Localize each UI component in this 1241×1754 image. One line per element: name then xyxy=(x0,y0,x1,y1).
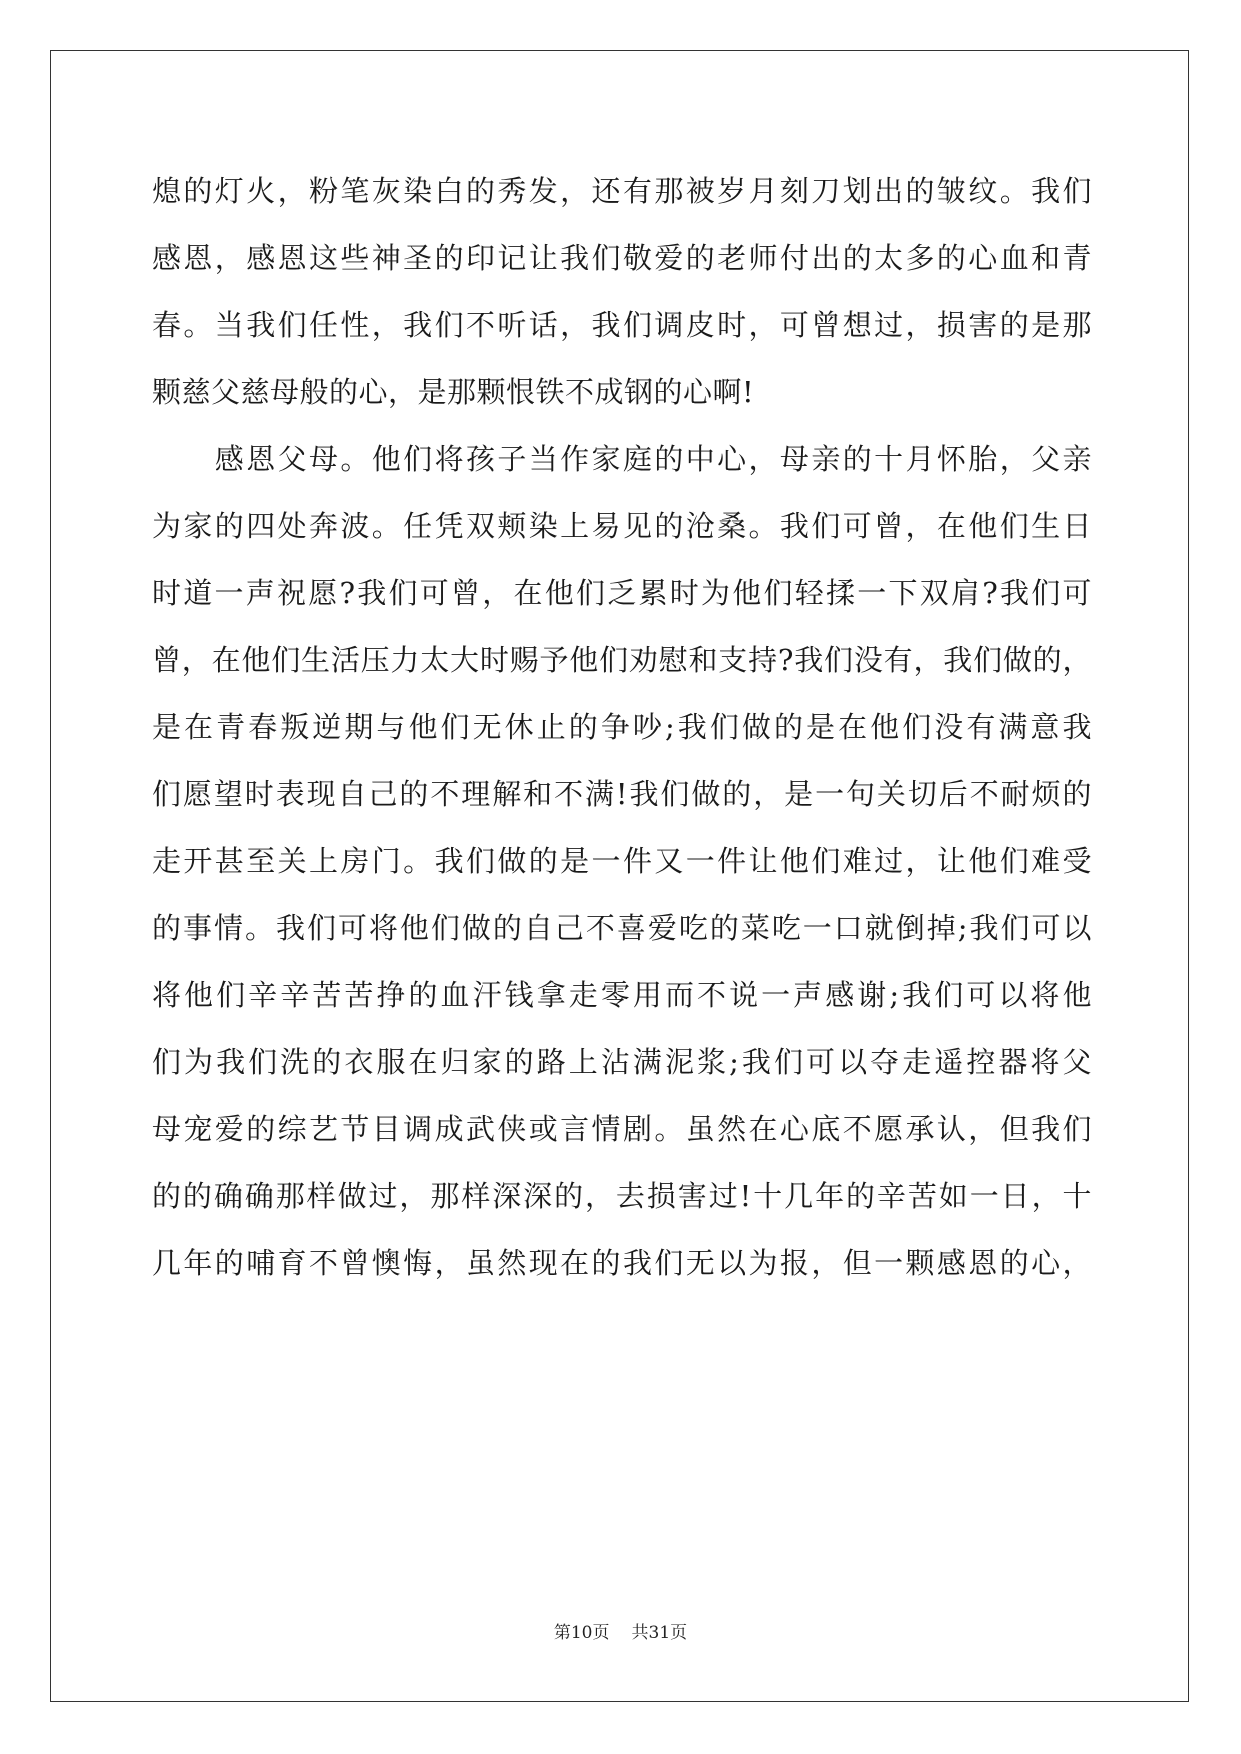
text-line: 母宠爱的综艺节目调成武侠或言情剧。虽然在心底不愿承认，但我们 xyxy=(152,1112,1092,1146)
page-footer xyxy=(0,1618,1241,1643)
text-line: 走开甚至关上房门。我们做的是一件又一件让他们难过，让他们难受 xyxy=(152,844,1092,878)
text-line: 们为我们洗的衣服在归家的路上沾满泥浆;我们可以夺走遥控器将父 xyxy=(152,1045,1092,1079)
text-line: 感恩，感恩这些神圣的印记让我们敬爱的老师付出的太多的心血和青 xyxy=(152,241,1092,275)
text-line: 曾，在他们生活压力太大时赐予他们劝慰和支持?我们没有，我们做的， xyxy=(152,643,1092,677)
text-line: 熄的灯火，粉笔灰染白的秀发，还有那被岁月刻刀划出的皱纹。我们 xyxy=(152,174,1092,208)
text-line: 颗慈父慈母般的心，是那颗恨铁不成钢的心啊! xyxy=(152,375,755,409)
text-line: 几年的哺育不曾懊悔，虽然现在的我们无以为报，但一颗感恩的心， xyxy=(152,1246,1092,1280)
text-line: 为家的四处奔波。任凭双颊染上易见的沧桑。我们可曾，在他们生日 xyxy=(152,509,1092,543)
text-line: 们愿望时表现自己的不理解和不满!我们做的，是一句关切后不耐烦的 xyxy=(152,777,1092,811)
text-line: 将他们辛辛苦苦挣的血汗钱拿走零用而不说一声感谢;我们可以将他 xyxy=(152,978,1092,1012)
text-line: 感恩父母。他们将孩子当作家庭的中心，母亲的十月怀胎，父亲 xyxy=(152,442,1092,476)
text-line: 是在青春叛逆期与他们无休止的争吵;我们做的是在他们没有满意我 xyxy=(152,710,1092,744)
text-line: 春。当我们任性，我们不听话，我们调皮时，可曾想过，损害的是那 xyxy=(152,308,1092,342)
text-line: 的事情。我们可将他们做的自己不喜爱吃的菜吃一口就倒掉;我们可以 xyxy=(152,911,1092,945)
document-body xyxy=(152,158,1092,1297)
page-total: 共31页 xyxy=(631,1623,688,1643)
page-number: 第10页 xyxy=(553,1623,610,1643)
text-line: 时道一声祝愿?我们可曾，在他们乏累时为他们轻揉一下双肩?我们可 xyxy=(152,576,1092,610)
text-line: 的的确确那样做过，那样深深的，去损害过!十几年的辛苦如一日，十 xyxy=(152,1179,1092,1213)
